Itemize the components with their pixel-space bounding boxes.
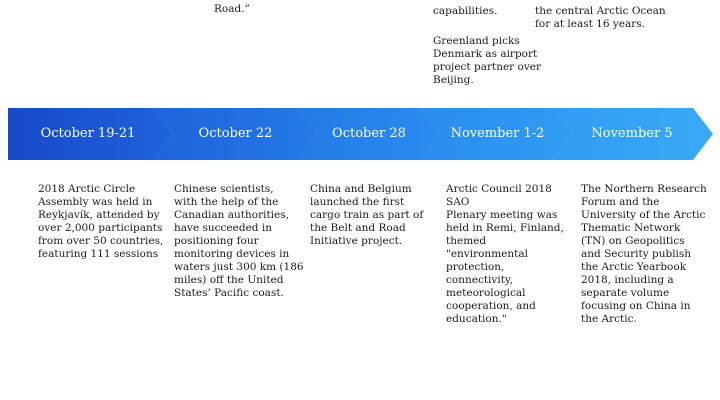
event-desc-2: Chinese scientists, with the help of the Canadian authorities, have succeeded in positioning four monitoring devices in waters just 300 km (186 miles) off the United States’ Pacific coast. — [174, 183, 304, 299]
date-label-5: November 5 — [591, 126, 673, 141]
event-desc-1: 2018 Arctic Circle Assembly was held in Reykjavík, attended by over 2,000 participants from over 50 countries, featuring 111 sessions — [38, 183, 164, 260]
top-note-4a: capabilities. — [433, 5, 498, 17]
event-desc-5: The Northern Research Forum and the University of the Arctic Thematic Network (TN) on Geopolitics and Security publish the Arctic Yearbook 2018, including a separate volume focusing on China in the Arctic. — [581, 183, 707, 325]
top-note-4b: Greenland picks Denmark as airport project partner over Beijing. — [433, 35, 542, 86]
date-label-1: October 19-21 — [40, 126, 136, 141]
timeline-bar — [8, 108, 713, 160]
date-label-3: October 28 — [332, 126, 406, 141]
event-desc-3: China and Belgium launched the first cargo train as part of the Belt and Road Initiative project. — [310, 183, 424, 247]
date-label-2: October 22 — [198, 126, 273, 141]
event-desc-4: Arctic Council 2018 SAO Plenary meeting was held in Remi, Finland, themed "environmental protection, connectivity, meteorological cooperation, and education." — [446, 183, 564, 325]
top-note-1: Road.” — [214, 3, 250, 15]
top-note-5: the central Arctic Ocean for at least 16 years. — [535, 5, 666, 30]
date-label-4: November 1-2 — [450, 126, 545, 141]
